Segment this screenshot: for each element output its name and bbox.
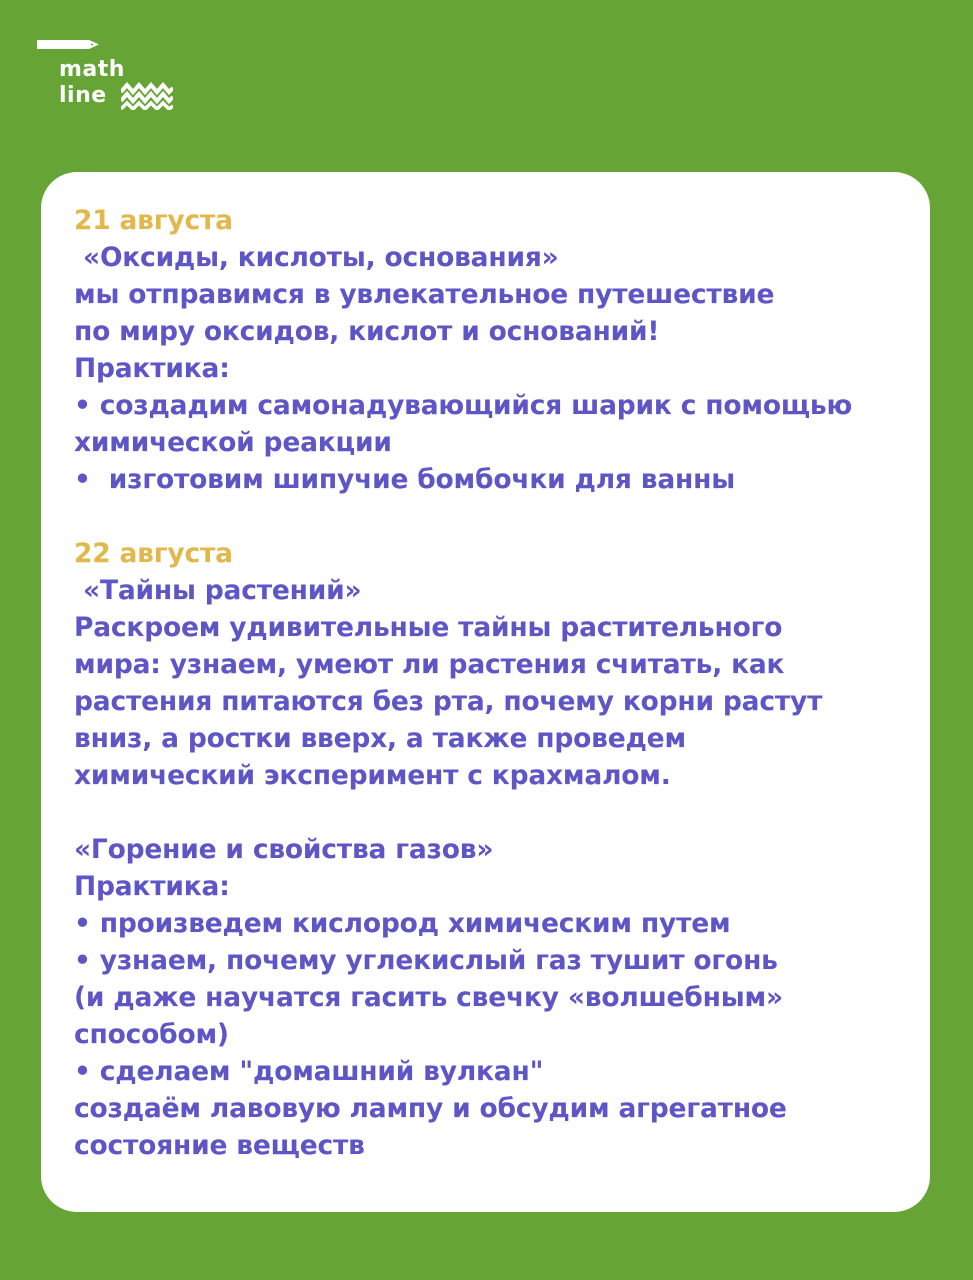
section-date: 21 августа	[74, 205, 233, 236]
section-text: мира: узнаем, умеют ли растения считать, как	[74, 649, 785, 680]
section-aug-21	[74, 202, 910, 498]
section-text: растения питаются без рта, почему корни растут	[74, 686, 823, 717]
section-text: мы отправимся в увлекательное путешествие	[74, 279, 775, 310]
section-title: «Тайны растений»	[74, 575, 362, 606]
practice-item: • произведем кислород химическим путем	[74, 908, 731, 939]
section-text: состояние веществ	[74, 1130, 365, 1161]
section-combustion-gases	[74, 831, 910, 1164]
section-title: «Оксиды, кислоты, основания»	[74, 242, 559, 273]
section-text: Раскроем удивительные тайны растительного	[74, 612, 783, 643]
practice-item: химической реакции	[74, 427, 392, 458]
section-spacer	[74, 794, 910, 831]
schedule-content	[74, 202, 910, 1164]
practice-item: (и даже научатся гасить свечку «волшебным»	[74, 982, 783, 1013]
section-aug-22	[74, 535, 910, 794]
section-spacer	[74, 498, 910, 535]
section-title: «Горение и свойства газов»	[74, 834, 494, 865]
section-date: 22 августа	[74, 538, 233, 569]
practice-item: • узнаем, почему углекислый газ тушит огонь	[74, 945, 778, 976]
pencil-icon	[37, 40, 99, 49]
section-text: вниз, а ростки вверх, а также проведем	[74, 723, 686, 754]
brand-name-line: line	[59, 83, 107, 108]
practice-item: • изготовим шипучие бомбочки для ванны	[74, 464, 735, 495]
brand-name-math: math	[59, 57, 125, 82]
practice-item: способом)	[74, 1019, 229, 1050]
waves-icon	[121, 82, 173, 110]
practice-heading: Практика:	[74, 353, 230, 384]
section-text: химический эксперимент с крахмалом.	[74, 760, 671, 791]
practice-heading: Практика:	[74, 871, 230, 902]
section-text: по миру оксидов, кислот и оснований!	[74, 316, 660, 347]
brand-logo	[37, 38, 187, 118]
content-card	[41, 172, 930, 1212]
practice-item: • сделаем "домашний вулкан"	[74, 1056, 544, 1087]
practice-item: • создадим самонадувающийся шарик с помощью	[74, 390, 853, 421]
section-text: создаём лавовую лампу и обсудим агрегатное	[74, 1093, 787, 1124]
